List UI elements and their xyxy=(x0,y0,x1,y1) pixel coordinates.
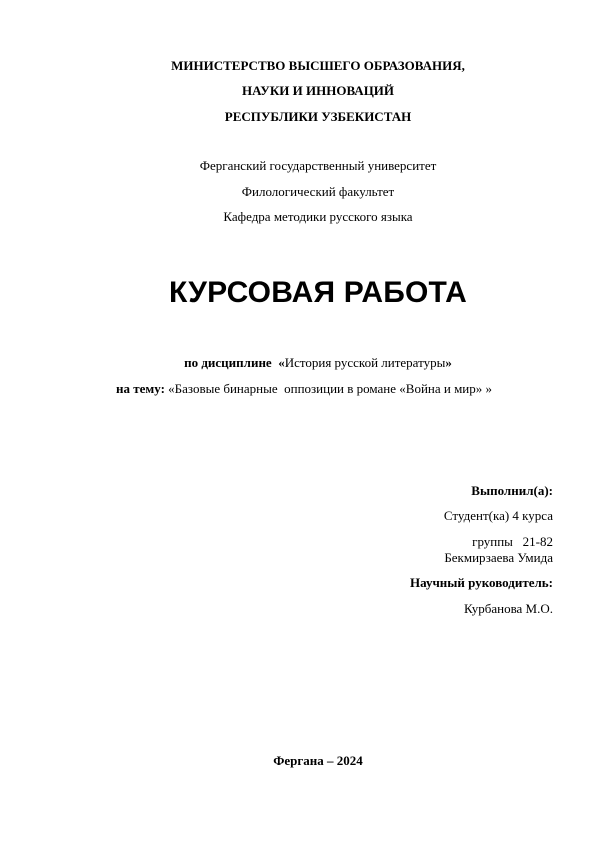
supervisor-label: Научный руководитель: xyxy=(410,575,553,590)
author-name: Бекмирзаева Умида xyxy=(444,550,553,565)
author-group: группы 21-82 xyxy=(472,534,553,549)
discipline-open-quote: « xyxy=(278,355,285,370)
city-year: Фергана – 2024 xyxy=(273,753,363,768)
document-title: КУРСОВАЯ РАБОТА xyxy=(168,276,467,309)
discipline-label: по дисциплине xyxy=(184,355,272,370)
ministry-line-2: НАУКИ И ИННОВАЦИЙ xyxy=(241,83,395,98)
discipline-line xyxy=(0,355,596,371)
topic-value: «Базовые бинарные оппозиции в романе «Война и мир» » xyxy=(168,381,493,396)
ministry-line-3: РЕСПУБЛИКИ УЗБЕКИСТАН xyxy=(224,109,412,124)
author-label: Выполнил(а): xyxy=(471,483,553,498)
topic-line xyxy=(116,381,492,397)
topic-label: на тему: xyxy=(116,381,165,396)
discipline-close-quote: » xyxy=(445,355,452,370)
supervisor-name: Курбанова М.О. xyxy=(464,601,553,616)
author-course: Студент(ка) 4 курса xyxy=(443,508,553,523)
university-name: Ферганский государственный университет xyxy=(199,158,437,173)
discipline-value: История русской литературы xyxy=(284,355,446,370)
department-name: Кафедра методики русского языка xyxy=(223,209,413,224)
ministry-line-1: МИНИСТЕРСТВО ВЫСШЕГО ОБРАЗОВАНИЯ, xyxy=(171,58,465,73)
faculty-name: Филологический факультет xyxy=(241,184,395,199)
